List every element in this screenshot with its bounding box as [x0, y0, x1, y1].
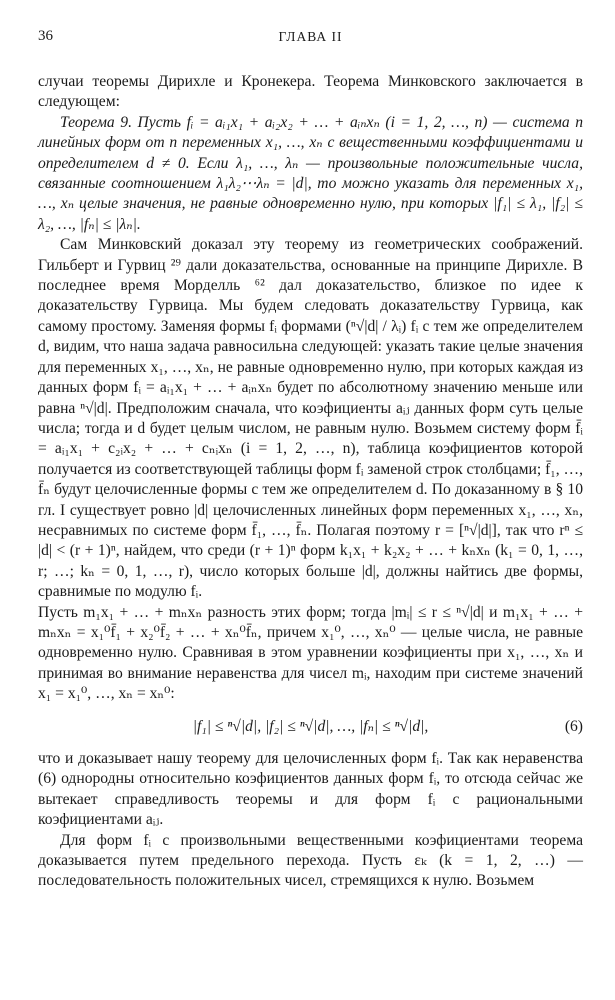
- formula-text: |f₁| ≤ ⁿ√|d|, |f₂| ≤ ⁿ√|d|, …, |fₙ| ≤ ⁿ√|d|,: [192, 717, 429, 735]
- paragraph-conclusion: что и доказывает нашу теорему для целочисленных форм fᵢ. Так как неравенства (6) однородны относительно коэфициентов данных форм fᵢ, то отсюда сейчас же вытекает справедливость теоремы и для форм fᵢ с рациональными коэфициентами aᵢⱼ.: [38, 750, 583, 829]
- page-header: [38, 26, 583, 50]
- page-number: 36: [38, 28, 53, 44]
- paragraph-difference: Пусть m₁x₁ + … + mₙxₙ разность этих форм; тогда |mᵢ| ≤ r ≤ ⁿ√|d| и m₁x₁ + … + mₙxₙ = x₁⁰f̄₁ + x₂⁰f̄₂ + … + xₙ⁰f̄ₙ, причем x₁⁰, …, xₙ⁰ — целые числа, не равные одновременно нулю. Сравнивая в этом уравнении коэфициенты при x₁, …, xₙ и принимая во внимание неравенства для чисел mᵢ, находим при системе значений x₁ = x₁⁰, …, xₙ = xₙ⁰:: [38, 603, 583, 703]
- paragraph-intro: случаи теоремы Дирихле и Кронекера. Теорема Минковского заключается в следующем:: [38, 73, 583, 111]
- book-page: [38, 26, 583, 892]
- theorem-9: Теорема 9. Пусть fᵢ = aᵢ₁x₁ + aᵢ₂x₂ + … + aᵢₙxₙ (i = 1, 2, …, n) — система n линейных форм от n переменных x₁, …, xₙ с вещественными коэффициентами и определителем d ≠ 0. Если λ₁, …, λₙ — произвольные положительные числа, связанные соотношением λ₁λ₂⋯λₙ = |d|, то можно указать для переменных x₁, …, xₙ целые значения, не равные одновременно нулю, при которых |f₁| ≤ λ₁, |f₂| ≤ λ₂, …, |fₙ| ≤ |λₙ|.: [38, 113, 583, 233]
- formula-6: [38, 717, 583, 737]
- paragraph-real-coefficients: Для форм fᵢ с произвольными вещественными коэфициентами теорема доказывается путем предельного перехода. Пусть εₖ (k = 1, 2, …) — последовательность положительных чисел, стремящихся к нулю. Возьмем: [38, 831, 583, 890]
- running-title: ГЛАВА II: [278, 29, 343, 44]
- paragraph-proof: Сам Минковский доказал эту теорему из геометрических соображений. Гильберт и Гурвиц ²⁹ дали доказательства, основанные на принципе Дирихле. В последнее время Морделль ⁶² дал доказательство, близкое по идее к доказательству Гурвица. Мы будем следовать доказательству Гурвица, как самому простому. Заменяя формы fᵢ формами (ⁿ√|d| / λᵢ) fᵢ с тем же определителем d, видим, что наша задача равносильна следующей: указать такие целые значения для переменных x₁, …, xₙ, не равные одновременно нулю, при которых каждая из данных форм fᵢ = aᵢ₁x₁ + … + aᵢₙxₙ будет по абсолютному значению меньше или равна ⁿ√|d|. Предположим сначала, что коэфициенты aᵢⱼ данных форм суть целые числа; тогда и d будет целым числом, не равным нулю. Возьмем систему форм f̄ᵢ = aᵢ₁x₁ + c₂ᵢx₂ + … + cₙᵢxₙ (i = 1, 2, …, n), таблица коэфициентов которой получается из соответствующей таблицы форм fᵢ заменой строк столбцами; f̄₁, …, f̄ₙ будут целочисленные формы с тем же определителем d. По доказанному в § 10 гл. I существует ровно |d| целочисленных линейных форм переменных x₁, …, xₙ, несравнимых по системе форм f̄₁, …, f̄ₙ. Полагая поэтому r = [ⁿ√|d|], так что rⁿ ≤ |d| < (r + 1)ⁿ, найдем, что среди (r + 1)ⁿ форм k₁x₁ + k₂x₂ + … + kₙxₙ (k₁ = 0, 1, …, r; …; kₙ = 0, 1, …, r), число которых больше |d|, должны найтись две формы, сравнимые по модулю fᵢ.: [38, 236, 584, 601]
- formula-number: (6): [564, 717, 583, 735]
